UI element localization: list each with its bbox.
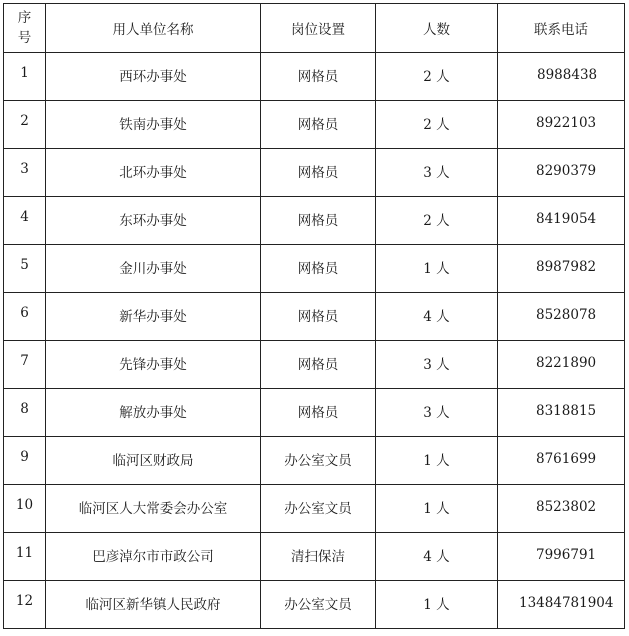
position-cell <box>261 581 376 629</box>
count-cell-text: 1 人 <box>423 597 450 613</box>
phone-cell <box>498 485 625 533</box>
serial-number-cell-text: 2 <box>20 113 29 129</box>
position-cell <box>261 533 376 581</box>
count-cell <box>376 149 498 197</box>
position-cell-text: 网格员 <box>297 405 339 421</box>
position-cell <box>261 197 376 245</box>
count-cell-text: 1 人 <box>423 501 450 517</box>
unit-name-cell-text: 东环办事处 <box>119 213 187 229</box>
job-positions-table <box>3 3 625 629</box>
phone-cell-text: 8523802 <box>536 499 597 515</box>
serial-number-cell <box>4 389 46 437</box>
header-count: 人数 <box>376 4 498 53</box>
serial-number-cell <box>4 197 46 245</box>
position-cell <box>261 485 376 533</box>
header-serial-line2: 号 <box>17 30 32 46</box>
position-cell-text: 清扫保洁 <box>291 549 345 565</box>
phone-cell <box>498 53 625 101</box>
phone-cell-text: 13484781904 <box>519 595 614 611</box>
position-cell-text: 网格员 <box>297 213 339 229</box>
table-row <box>4 245 625 293</box>
position-cell-text: 办公室文员 <box>284 597 352 613</box>
count-cell <box>376 197 498 245</box>
serial-number-cell-text: 6 <box>20 305 29 321</box>
unit-name-cell-text: 新华办事处 <box>119 309 187 325</box>
phone-cell-text: 8528078 <box>536 307 597 323</box>
unit-name-cell-text: 解放办事处 <box>119 405 187 421</box>
unit-name-cell <box>46 341 261 389</box>
phone-cell-text: 8761699 <box>536 451 597 467</box>
count-cell <box>376 437 498 485</box>
count-cell <box>376 341 498 389</box>
serial-number-cell-text: 7 <box>20 353 29 369</box>
unit-name-cell-text: 临河区财政局 <box>112 453 194 469</box>
count-cell <box>376 245 498 293</box>
phone-cell <box>498 197 625 245</box>
unit-name-cell <box>46 53 261 101</box>
table-row <box>4 293 625 341</box>
count-cell <box>376 293 498 341</box>
serial-number-cell <box>4 341 46 389</box>
serial-number-cell <box>4 437 46 485</box>
header-unit-name: 用人单位名称 <box>46 4 261 53</box>
serial-number-cell <box>4 245 46 293</box>
unit-name-cell <box>46 245 261 293</box>
unit-name-cell <box>46 389 261 437</box>
position-cell-text: 网格员 <box>297 165 339 181</box>
position-cell <box>261 101 376 149</box>
unit-name-cell <box>46 101 261 149</box>
table-row <box>4 53 625 101</box>
phone-cell-text: 8922103 <box>536 115 597 131</box>
phone-cell <box>498 581 625 629</box>
unit-name-cell-text: 临河区新华镇人民政府 <box>85 597 221 613</box>
position-cell <box>261 149 376 197</box>
position-cell-text: 网格员 <box>297 357 339 373</box>
unit-name-cell <box>46 293 261 341</box>
unit-name-cell-text: 北环办事处 <box>119 165 187 181</box>
phone-cell-text: 8318815 <box>536 403 597 419</box>
position-cell <box>261 53 376 101</box>
count-cell-text: 3 人 <box>423 405 450 421</box>
unit-name-cell-text: 铁南办事处 <box>119 117 187 133</box>
table-row <box>4 341 625 389</box>
unit-name-cell-text: 临河区人大常委会办公室 <box>78 501 228 517</box>
phone-cell <box>498 341 625 389</box>
header-phone: 联系电话 <box>498 4 625 53</box>
serial-number-cell <box>4 293 46 341</box>
header-serial-number <box>4 4 46 53</box>
count-cell-text: 3 人 <box>423 165 450 181</box>
serial-number-cell <box>4 149 46 197</box>
position-cell <box>261 341 376 389</box>
table-header-row <box>4 4 625 53</box>
position-cell <box>261 437 376 485</box>
phone-cell-text: 8419054 <box>536 211 597 227</box>
serial-number-cell-text: 8 <box>20 401 29 417</box>
header-position: 岗位设置 <box>261 4 376 53</box>
serial-number-cell-text: 4 <box>20 209 29 225</box>
phone-cell-text: 8987982 <box>536 259 597 275</box>
position-cell-text: 网格员 <box>297 69 339 85</box>
position-cell <box>261 389 376 437</box>
count-cell <box>376 581 498 629</box>
table-row <box>4 197 625 245</box>
count-cell-text: 2 人 <box>423 69 450 85</box>
count-cell <box>376 53 498 101</box>
phone-cell <box>498 437 625 485</box>
unit-name-cell <box>46 533 261 581</box>
count-cell <box>376 533 498 581</box>
table-body <box>4 53 625 629</box>
position-cell <box>261 293 376 341</box>
serial-number-cell <box>4 101 46 149</box>
position-cell-text: 网格员 <box>297 261 339 277</box>
count-cell <box>376 389 498 437</box>
count-cell <box>376 101 498 149</box>
count-cell-text: 1 人 <box>423 453 450 469</box>
phone-cell <box>498 389 625 437</box>
phone-cell <box>498 245 625 293</box>
unit-name-cell <box>46 581 261 629</box>
table-row <box>4 389 625 437</box>
phone-cell <box>498 533 625 581</box>
count-cell-text: 2 人 <box>423 117 450 133</box>
serial-number-cell-text: 10 <box>15 497 34 513</box>
phone-cell-text: 8221890 <box>536 355 597 371</box>
table-row <box>4 101 625 149</box>
count-cell <box>376 485 498 533</box>
phone-cell <box>498 293 625 341</box>
unit-name-cell-text: 巴彦淖尔市市政公司 <box>92 549 214 565</box>
count-cell-text: 2 人 <box>423 213 450 229</box>
count-cell-text: 4 人 <box>423 549 450 565</box>
unit-name-cell-text: 金川办事处 <box>119 261 187 277</box>
phone-cell-text: 8988438 <box>537 67 598 83</box>
position-cell <box>261 245 376 293</box>
phone-cell-text: 8290379 <box>536 163 597 179</box>
unit-name-cell <box>46 197 261 245</box>
serial-number-cell-text: 12 <box>15 593 34 609</box>
position-cell-text: 网格员 <box>297 309 339 325</box>
serial-number-cell <box>4 581 46 629</box>
serial-number-cell-text: 3 <box>20 161 29 177</box>
count-cell-text: 1 人 <box>423 261 450 277</box>
table-row <box>4 437 625 485</box>
serial-number-cell <box>4 533 46 581</box>
serial-number-cell-text: 9 <box>20 449 29 465</box>
serial-number-cell-text: 1 <box>20 65 29 81</box>
serial-number-cell <box>4 53 46 101</box>
unit-name-cell-text: 先锋办事处 <box>119 357 187 373</box>
table-row <box>4 581 625 629</box>
phone-cell <box>498 101 625 149</box>
serial-number-cell <box>4 485 46 533</box>
position-cell-text: 办公室文员 <box>284 453 352 469</box>
table-row <box>4 485 625 533</box>
unit-name-cell <box>46 485 261 533</box>
unit-name-cell <box>46 437 261 485</box>
table-row <box>4 149 625 197</box>
count-cell-text: 3 人 <box>423 357 450 373</box>
position-cell-text: 办公室文员 <box>284 501 352 517</box>
phone-cell-text: 7996791 <box>536 547 597 563</box>
count-cell-text: 4 人 <box>423 309 450 325</box>
phone-cell <box>498 149 625 197</box>
header-serial-line1: 序 <box>17 10 32 26</box>
serial-number-cell-text: 11 <box>15 545 34 561</box>
position-cell-text: 网格员 <box>297 117 339 133</box>
serial-number-cell-text: 5 <box>20 257 29 273</box>
table-row <box>4 533 625 581</box>
unit-name-cell-text: 西环办事处 <box>119 69 187 85</box>
unit-name-cell <box>46 149 261 197</box>
